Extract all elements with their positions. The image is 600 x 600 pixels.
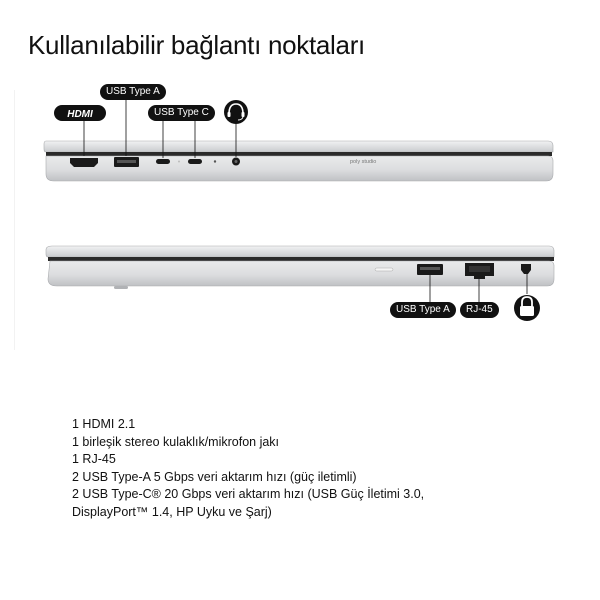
spec-line: 2 USB Type-C® 20 Gbps veri aktarım hızı (USB Güç İletimi 3.0,: [72, 487, 425, 501]
svg-text:HDMI: HDMI: [67, 109, 93, 120]
hdmi-port: [70, 158, 98, 167]
usb-type-a-label-top: USB Type A: [100, 84, 166, 100]
spec-line: 1 birleşik stereo kulaklık/mikrofon jakı: [72, 434, 280, 449]
lock-icon: [514, 295, 540, 321]
brand-text: poly studio: [350, 159, 377, 165]
port-spec-list: [72, 416, 424, 521]
usb-c-port: [188, 159, 202, 164]
spec-line: 2 USB Type-A 5 Gbps veri aktarım hızı (güç iletimli): [72, 469, 357, 484]
spec-line: DisplayPort™ 1.4, HP Uyku ve Şarj): [72, 504, 272, 519]
usb-type-a-label-bottom: USB Type A: [390, 302, 456, 318]
laptop-left-side: [44, 99, 553, 181]
rj45-label: RJ-45: [460, 302, 499, 318]
usb-type-c-label-top: USB Type C: [148, 105, 215, 121]
laptop-right-side: [46, 246, 554, 302]
headset-icon: [224, 100, 248, 124]
spec-line: 1 HDMI 2.1: [72, 417, 136, 431]
spec-line: 1 RJ-45: [72, 452, 116, 466]
page-title: Kullanılabilir bağlantı noktaları: [28, 30, 365, 60]
usb-c-port: [156, 159, 170, 164]
hdmi-logo: [54, 105, 106, 121]
